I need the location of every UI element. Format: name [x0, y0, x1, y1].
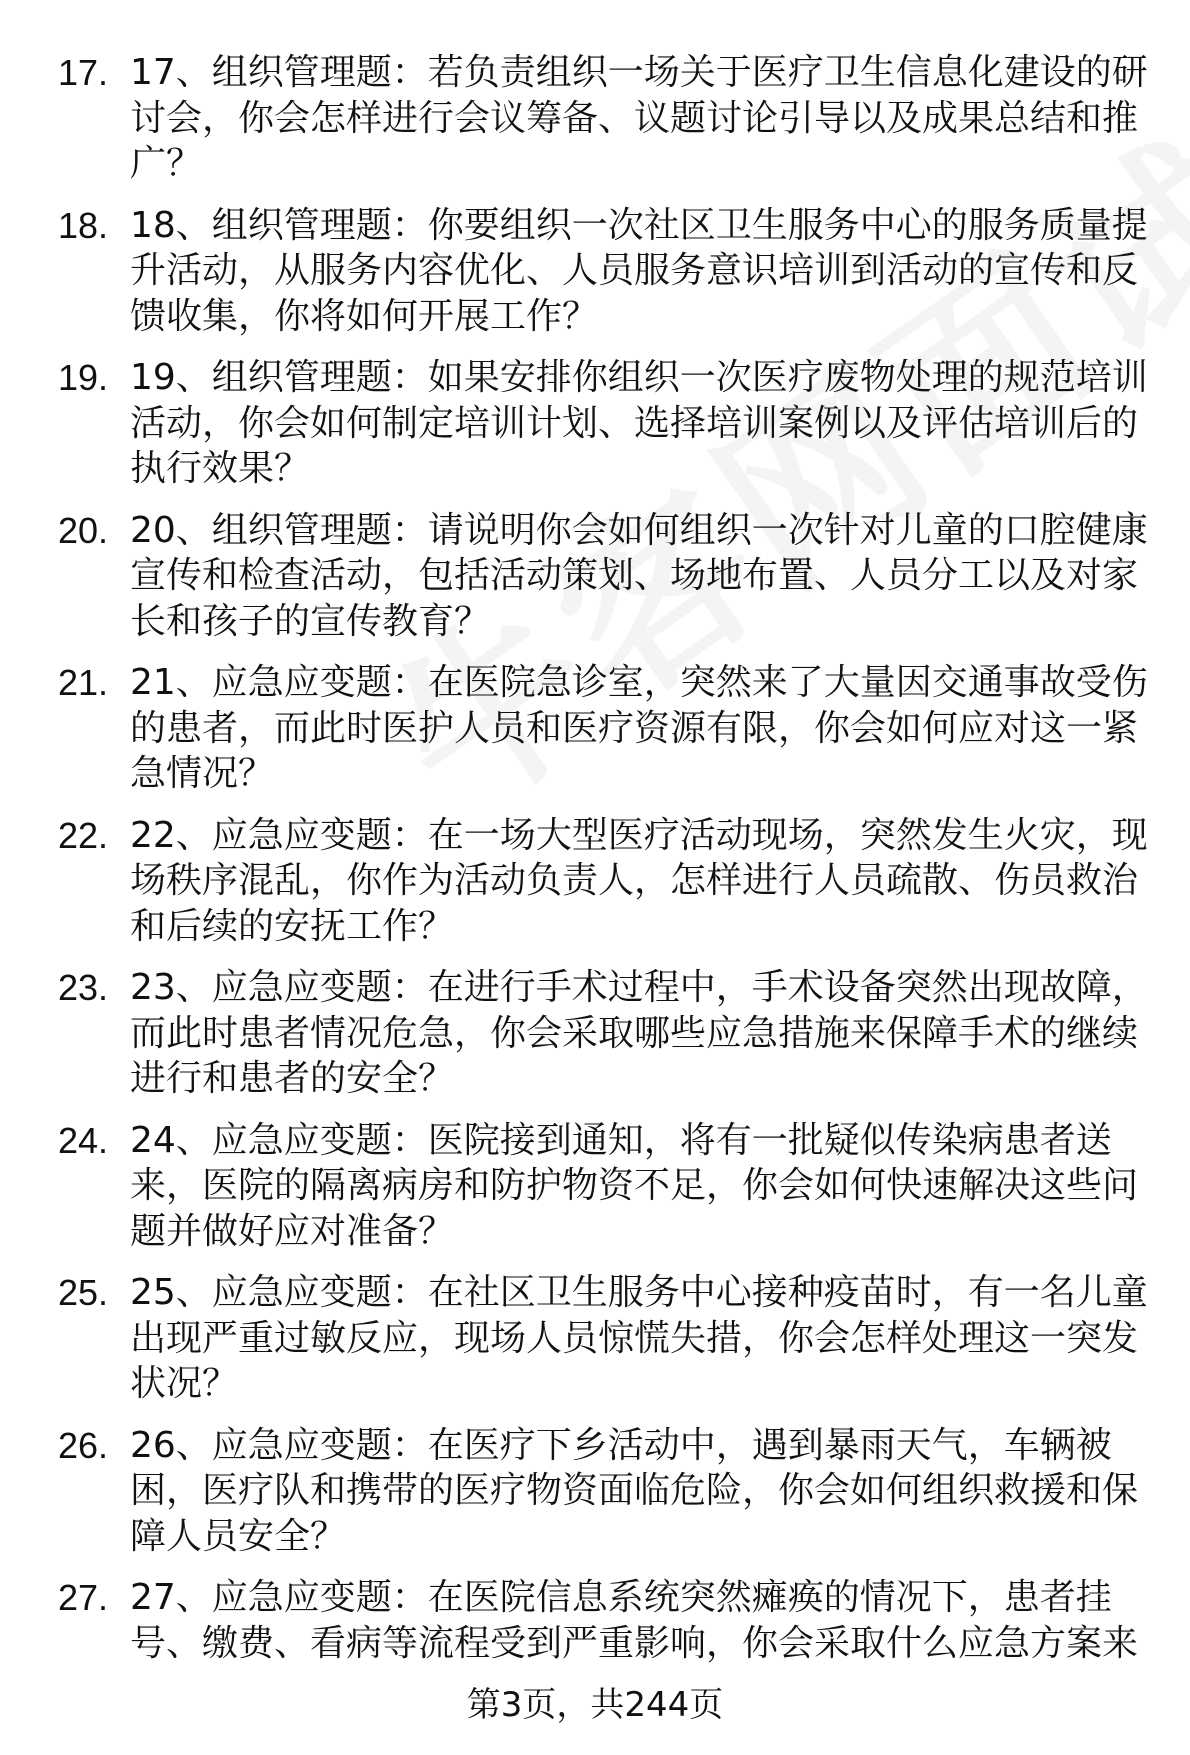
question-item — [0, 1575, 1150, 1666]
question-text: 18、组织管理题：你要组织一次社区卫生服务中心的服务质量提升活动，从服务内容优化、人员服务意识培训到活动的宣传和反馈收集，你将如何开展工作？ — [130, 204, 1148, 337]
question-item — [0, 965, 1150, 1102]
question-number: 27. — [58, 1577, 109, 1618]
question-item — [0, 1423, 1150, 1560]
question-text: 20、组织管理题：请说明你会如何组织一次针对儿童的口腔健康宣传和检查活动，包括活动策划、场地布置、人员分工以及对家长和孩子的宣传教育？ — [130, 509, 1148, 642]
question-item — [0, 50, 1150, 187]
question-number: 20. — [58, 509, 109, 551]
question-text: 25、应急应变题：在社区卫生服务中心接种疫苗时，有一名儿童出现严重过敏反应，现场人员惊慌失措，你会怎样处理这一突发状况？ — [130, 1272, 1148, 1404]
question-number: 22. — [58, 814, 109, 856]
question-text: 17、组织管理题：若负责组织一场关于医疗卫生信息化建设的研讨会，你会怎样进行会议筹备、议题讨论引导以及成果总结和推广？ — [130, 52, 1148, 184]
page-footer — [0, 1685, 1190, 1725]
question-text: 27、应急应变题：在医院信息系统突然瘫痪的情况下，患者挂号、缴费、看病等流程受到严重影响，你会采取什么应急方案来 — [130, 1577, 1139, 1664]
page-number-label: 第3页，共244页 — [466, 1685, 724, 1725]
question-text: 24、应急应变题：医院接到通知，将有一批疑似传染病患者送来，医院的隔离病房和防护物资不足，你会如何快速解决这些问题并做好应对准备？ — [130, 1119, 1139, 1252]
question-text: 19、组织管理题：如果安排你组织一次医疗废物处理的规范培训活动，你会如何制定培训计划、选择培训案例以及评估培训后的执行效果？ — [130, 357, 1148, 489]
question-text: 23、应急应变题：在进行手术过程中，手术设备突然出现故障，而此时患者情况危急，你会采取哪些应急措施来保障手术的继续进行和患者的安全？ — [130, 967, 1148, 1099]
question-number: 17. — [58, 52, 109, 93]
question-item — [0, 1270, 1150, 1407]
question-item — [0, 203, 1150, 340]
question-text: 21、应急应变题：在医院急诊室，突然来了大量因交通事故受伤的患者，而此时医护人员和医疗资源有限，你会如何应对这一紧急情况？ — [130, 662, 1148, 794]
question-number: 21. — [58, 662, 109, 703]
question-item — [0, 1118, 1150, 1255]
question-number: 24. — [58, 1119, 109, 1161]
question-number: 25. — [58, 1272, 109, 1313]
question-item — [0, 813, 1150, 950]
question-number: 19. — [58, 357, 109, 398]
question-text: 22、应急应变题：在一场大型医疗活动现场，突然发生火灾，现场秩序混乱，你作为活动负责人，怎样进行人员疏散、伤员救治和后续的安抚工作？ — [130, 814, 1148, 947]
question-item — [0, 660, 1150, 797]
question-item — [0, 508, 1150, 645]
question-text: 26、应急应变题：在医疗下乡活动中，遇到暴雨天气，车辆被困，医疗队和携带的医疗物资面临危险，你会如何组织救援和保障人员安全？ — [130, 1424, 1139, 1557]
question-item — [0, 355, 1150, 492]
question-list — [0, 50, 1190, 1682]
question-number: 23. — [58, 967, 109, 1008]
question-number: 18. — [58, 204, 109, 246]
question-number: 26. — [58, 1424, 109, 1466]
